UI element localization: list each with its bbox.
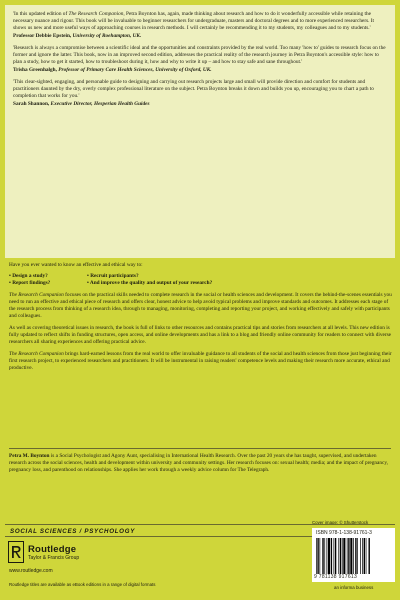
book-description — [9, 262, 393, 377]
review-quote — [13, 11, 387, 32]
isbn-barcode — [312, 528, 395, 582]
review-epstein — [13, 11, 387, 40]
informa-business: an informa business — [334, 585, 374, 590]
publisher-text — [28, 544, 79, 561]
quote-text: 'This clear-sighted, engaging, and personable guide to designing and carrying out research projects large and small will provide direction and comfort for students and practitioners daunted by the dry, overly complex professional literature on the subject. Petra Boynton breaks it down and builds you up, encouraging you to chart a path to completion that works for you.' — [13, 79, 374, 99]
book-title-italic: The Research Companion — [9, 292, 64, 298]
review-shannon — [13, 79, 387, 108]
publisher-brand — [8, 541, 79, 563]
review-attribution — [13, 33, 387, 40]
bullet-item: • Design a study? — [9, 273, 87, 280]
category-label: SOCIAL SCIENCES / PSYCHOLOGY — [5, 524, 395, 537]
review-quote — [13, 79, 387, 100]
barcode-number: 9 781138 917613 — [314, 574, 358, 580]
book-title-italic: The Research Companion — [9, 351, 64, 357]
reviews-box — [5, 5, 395, 258]
reviewer-affiliation: Professor of Primary Care Health Sciences, University of Oxford, UK. — [58, 67, 212, 73]
quote-text: 'Research is always a compromise between a scientific ideal and the opportunities and constraints provided by the real world. Too many 'how to' guides to research focus on the former and ignore the latter. This book, now in an improved second edition, addresses the practical reality of the research journey in Petra Boynton's accessible style: how to plan a study, how to get it started, how to troubleshoot during it, how and why to write it up – and how to stay safe and sane throughout.' — [13, 45, 386, 65]
bullet-item: • And improve the quality and output of your research? — [87, 280, 393, 287]
quote-text: , Petra Boynton has, again, made thinking about research and how to do it wonderfully accessible while retaining the necessary nuance and rigour. This book will be invaluable to beginner researchers for undergraduate, masters and doctoral degrees and to more experienced researchers. It shows us new and more useful ways of approaching courses in research methods. I will certainly be recommending it to my students, my colleagues and to my students.' — [13, 11, 375, 31]
cover-image-credit: Cover image: © Shutterstock — [312, 520, 369, 525]
bullet-item: • Recruit participants? — [87, 273, 393, 280]
bullet-list — [9, 273, 393, 287]
publisher-group: Taylor & Francis Group — [28, 554, 80, 561]
paragraph-text: focuses on the practical skills needed to complete research in the social or health sciences and development. It covers the behind-the-scenes essentials you need to run an effective and ethical piece of research and offers clear, honest advice to help avoid typical problems and improve standards and outcomes. It addresses each stage of the research process from thinking of a research idea, through to managing, monitoring, completing and reporting your project, and working effectively and safely with participants and colleagues. — [9, 292, 392, 319]
book-title-italic: The Research Companion — [68, 11, 124, 17]
reviewer-affiliation: Executive Director, Hesperian Health Guides — [50, 101, 150, 107]
quote-text: 'In this updated edition of — [13, 11, 69, 17]
bullet-item: • Report findings? — [9, 280, 87, 287]
description-paragraph-1 — [9, 292, 393, 320]
author-bio-text: is a Social Psychologist and Agony Aunt, specialising in International Health Research. Over the past 20 years she has taught, supervised, and undertaken research across the social sciences, health and development within university and community settings. Her research focuses on: sexual health; media; and the impact of pregnancy, pregnancy loss, and parenthood on relationships. She applies her work through a weekly advice column for The Telegraph. — [9, 453, 388, 473]
reviewer-name: Professor Debbie Epstein, — [13, 33, 73, 39]
intro-text: Have you ever wanted to know an effective and ethical way to: — [9, 262, 143, 268]
section-divider — [9, 448, 391, 449]
paragraph-text: brings hard-earned lessons from the real world to offer invaluable guidance to all students of the social and health sciences from those just beginning their first research project, to experienced researchers and practitioners. It will be instrumental in raising readers' competence levels and making their research more accurate, ethical and productive. — [9, 351, 392, 371]
author-name: Petra M. Boynton — [9, 453, 50, 459]
author-bio — [9, 453, 393, 474]
reviewer-affiliation: University of Roehampton, UK. — [72, 33, 142, 39]
review-attribution — [13, 101, 387, 108]
ebook-note: Routledge titles are available as eBook editions in a range of digital formats — [9, 582, 156, 587]
publisher-url[interactable]: www.routledge.com — [9, 568, 53, 574]
description-paragraph-3 — [9, 351, 393, 372]
reviewer-name: Trisha Greenhalgh, — [13, 67, 59, 73]
description-paragraph-2: As well as covering theoretical issues in research, the book is full of links to other resources and contains practical tips and stories from researchers at all levels. This new edition is fully updated to reflect shifts in funding structures, open access, and online developments and has a link to a blog and friendly online community for readers to connect with diverse researchers all sharing experiences and offering practical advice. — [9, 325, 392, 345]
review-quote — [13, 45, 387, 66]
review-greenhalgh — [13, 45, 387, 74]
review-attribution — [13, 67, 387, 74]
barcode-graphic — [316, 538, 391, 574]
routledge-r-logo-icon — [8, 541, 24, 563]
reviewer-name: Sarah Shannon, — [13, 101, 51, 107]
isbn-label: ISBN 978-1-138-91761-3 — [316, 530, 372, 536]
publisher-name: Routledge — [28, 543, 77, 555]
